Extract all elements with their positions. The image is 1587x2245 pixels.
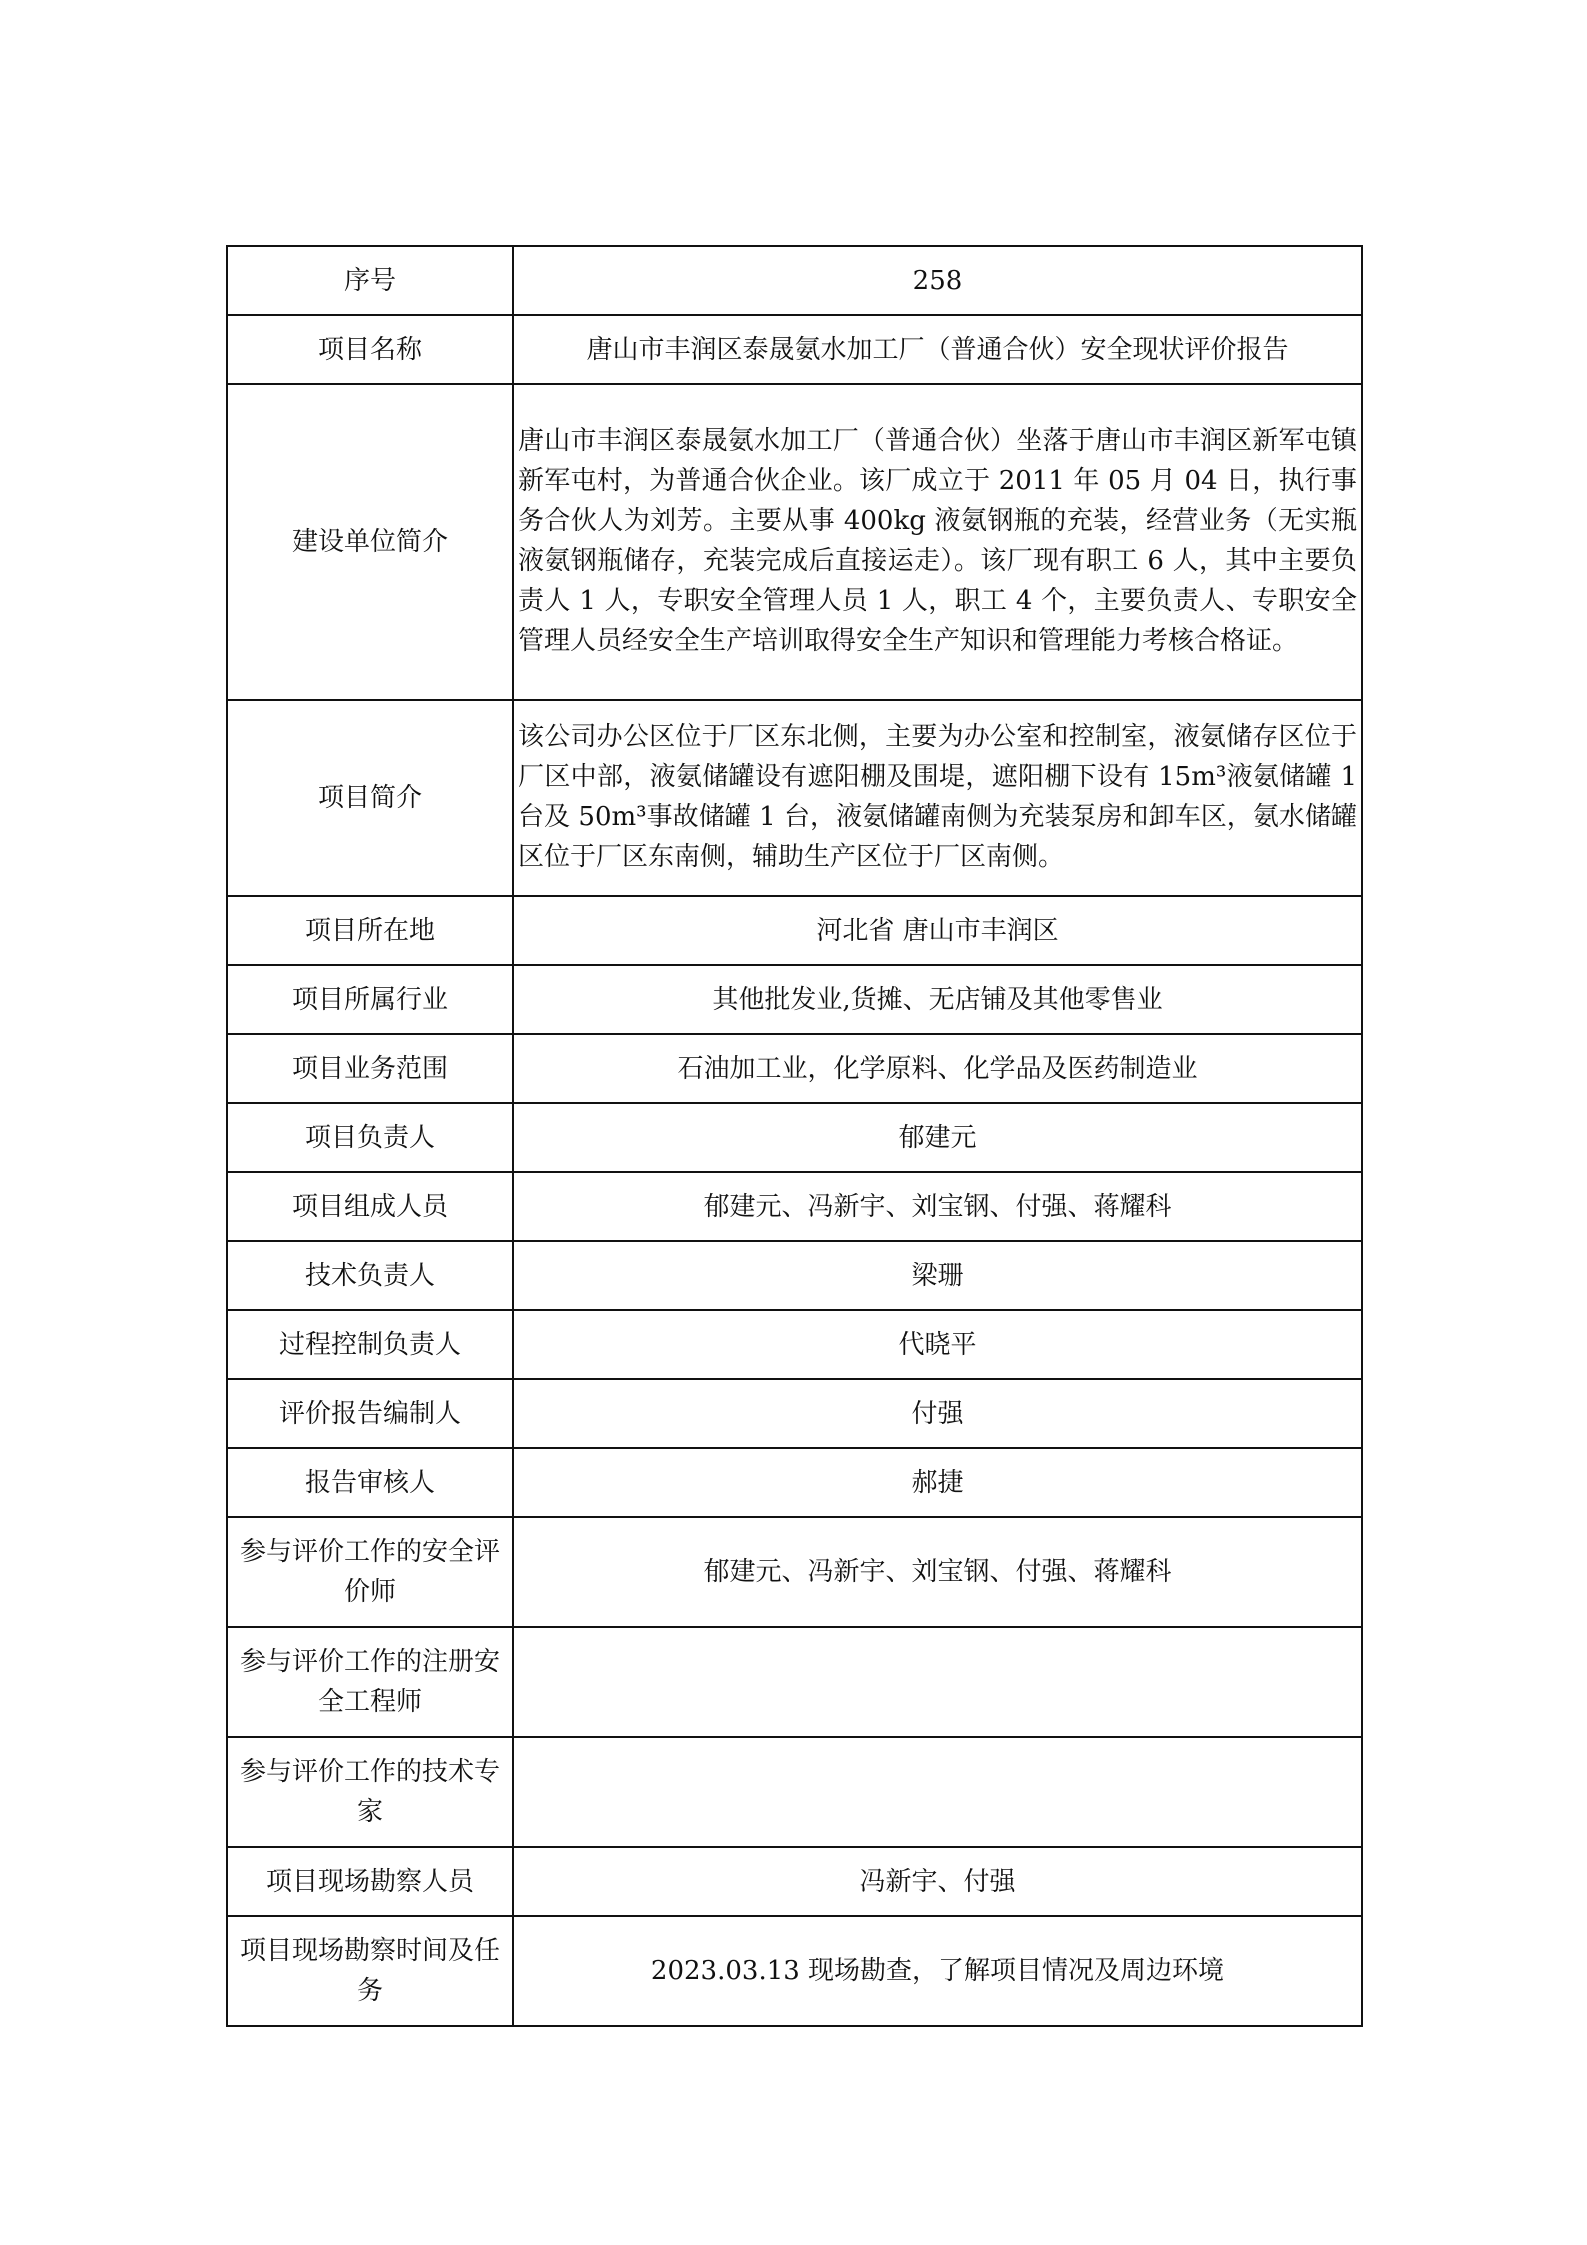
table-row <box>227 1034 1362 1103</box>
row-value: 冯新宇、付强 <box>513 1847 1362 1916</box>
row-label: 技术负责人 <box>227 1241 513 1310</box>
table-row <box>227 1172 1362 1241</box>
row-label: 参与评价工作的安全评价师 <box>227 1517 513 1627</box>
row-label: 项目现场勘察人员 <box>227 1847 513 1916</box>
table-row <box>227 1847 1362 1916</box>
row-value: 付强 <box>513 1379 1362 1448</box>
row-value <box>513 1737 1362 1847</box>
project-info-table <box>226 245 1363 2027</box>
row-value: 梁珊 <box>513 1241 1362 1310</box>
table-row <box>227 700 1362 896</box>
row-label: 评价报告编制人 <box>227 1379 513 1448</box>
row-label: 建设单位简介 <box>227 384 513 700</box>
row-label: 项目业务范围 <box>227 1034 513 1103</box>
row-value: 2023.03.13 现场勘查，了解项目情况及周边环境 <box>513 1916 1362 2026</box>
row-label: 项目所在地 <box>227 896 513 965</box>
table-row <box>227 1379 1362 1448</box>
table-row <box>227 965 1362 1034</box>
table-row <box>227 1627 1362 1737</box>
table-row <box>227 315 1362 384</box>
table-row <box>227 246 1362 315</box>
row-label: 序号 <box>227 246 513 315</box>
row-value: 唐山市丰润区泰晟氨水加工厂（普通合伙）坐落于唐山市丰润区新军屯镇新军屯村，为普通合伙企业。该厂成立于 2011 年 05 月 04 日，执行事务合伙人为刘芳。主要从事 400kg 液氨钢瓶的充装，经营业务（无实瓶液氨钢瓶储存，充装完成后直接运走）。该厂现有职工 6 人，其中主要负责人 1 人，专职安全管理人员 1 人，职工 4 个，主要负责人、专职安全管理人员经安全生产培训取得安全生产知识和管理能力考核合格证。 <box>513 384 1362 700</box>
row-value: 石油加工业，化学原料、化学品及医药制造业 <box>513 1034 1362 1103</box>
row-label: 项目现场勘察时间及任务 <box>227 1916 513 2026</box>
row-label: 项目组成人员 <box>227 1172 513 1241</box>
row-value: 唐山市丰润区泰晟氨水加工厂（普通合伙）安全现状评价报告 <box>513 315 1362 384</box>
row-value: 河北省 唐山市丰润区 <box>513 896 1362 965</box>
table-row <box>227 1241 1362 1310</box>
table-row <box>227 1916 1362 2026</box>
row-value: 258 <box>513 246 1362 315</box>
row-value: 该公司办公区位于厂区东北侧，主要为办公室和控制室，液氨储存区位于厂区中部，液氨储罐设有遮阳棚及围堤，遮阳棚下设有 15m³液氨储罐 1 台及 50m³事故储罐 1 台，液氨储罐南侧为充装泵房和卸车区，氨水储罐区位于厂区东南侧，辅助生产区位于厂区南侧。 <box>513 700 1362 896</box>
table-row <box>227 1103 1362 1172</box>
row-label: 参与评价工作的技术专家 <box>227 1737 513 1847</box>
row-label: 报告审核人 <box>227 1448 513 1517</box>
row-label: 项目简介 <box>227 700 513 896</box>
table-row <box>227 1737 1362 1847</box>
row-value: 其他批发业,货摊、无店铺及其他零售业 <box>513 965 1362 1034</box>
row-value: 代晓平 <box>513 1310 1362 1379</box>
row-label: 项目负责人 <box>227 1103 513 1172</box>
row-label: 过程控制负责人 <box>227 1310 513 1379</box>
row-value <box>513 1627 1362 1737</box>
row-value: 郁建元、冯新宇、刘宝钢、付强、蒋耀科 <box>513 1172 1362 1241</box>
row-value: 郝捷 <box>513 1448 1362 1517</box>
row-label: 项目名称 <box>227 315 513 384</box>
row-label: 参与评价工作的注册安全工程师 <box>227 1627 513 1737</box>
row-value: 郁建元 <box>513 1103 1362 1172</box>
table-row <box>227 896 1362 965</box>
row-label: 项目所属行业 <box>227 965 513 1034</box>
table-row <box>227 384 1362 700</box>
table-row <box>227 1517 1362 1627</box>
table-row <box>227 1448 1362 1517</box>
table-row <box>227 1310 1362 1379</box>
row-value: 郁建元、冯新宇、刘宝钢、付强、蒋耀科 <box>513 1517 1362 1627</box>
